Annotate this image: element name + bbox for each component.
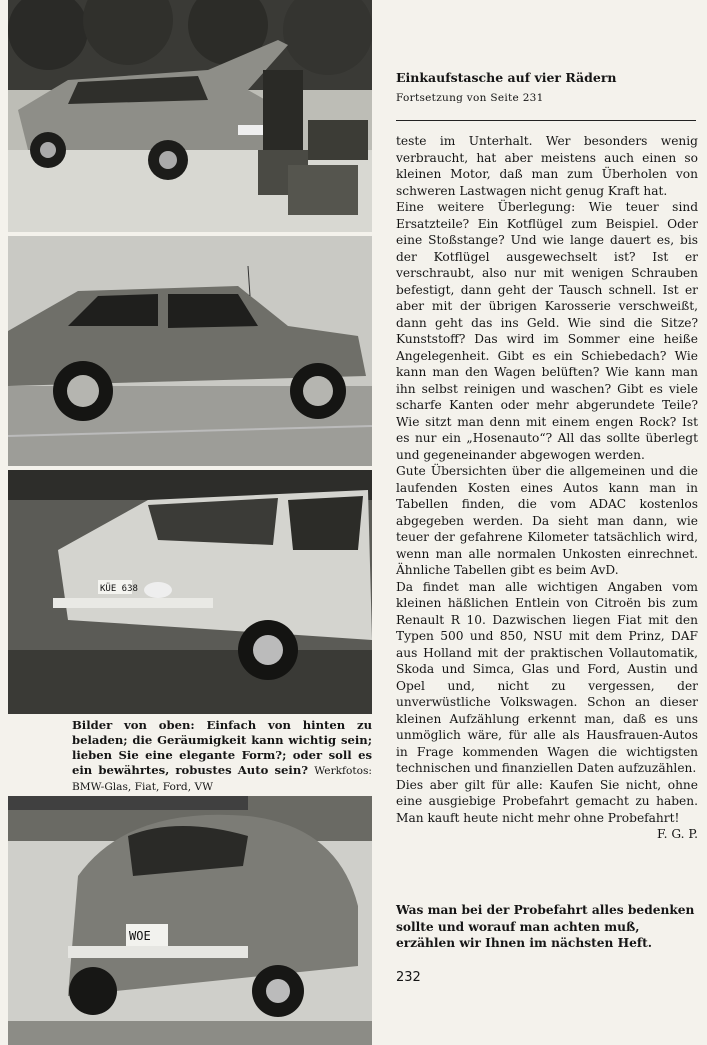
photo-ford-sedan-rear [8, 470, 372, 714]
photo-credit: Werkfotos: BMW-Glas, Fiat, Ford, VW [72, 765, 372, 793]
paragraph: Eine weitere Überlegung: Wie teuer sind Ersatzteile? Ein Kotflügel zum Beispiel. Oder eine Stoßstange? Und wie lange dauert es, bis der Kotflügel ausgewechselt ist? Ist er verschraubt, also nur mit wenigen Schrauben befestigt, dann geht der Tausch schnell. Ist er aber mit der übrigen Karosserie verschweißt, dann geht das ins Geld. Wie sind die Sitze? Kunststoff? Das wird im Sommer eine heiße Angelegenheit. Gibt es ein Schiebedach? Wie kann man den Wagen belüften? Wie kann man ihn selbst reinigen und waschen? Gibt es viele scharfe Kanten oder mehr abgerundete Teile? Wie sitzt man denn mit einem engen Rock? Ist es nur ein „Hosenauto“? All das sollte überlegt und gegeneinander abgewogen werden. [396, 200, 698, 462]
paragraph: Gute Übersichten über die allgemeinen und die laufenden Kosten eines Autos kann man in Tabellen finden, die vom ADAC kostenlos abgegeben werden. Da sieht man dann, wie teuer der gefahrene Kilometer tatsächlich wird, wenn man alle normalen Unkosten einrechnet. Ähnliche Tabellen gibt es beim AvD. [396, 464, 698, 577]
next-issue-teaser: Was man bei der Probefahrt alles bedenken sollte und worauf man achten muß, erzählen wir Ihnen im nächsten Heft. [396, 903, 695, 950]
author-signature: F. G. P. [657, 827, 698, 841]
paragraph: Dies aber gilt für alle: Kaufen Sie nicht, ohne eine ausgiebige Probefahrt gemacht zu haben. Man kauft heute nicht mehr ohne Probefahrt! [396, 777, 698, 825]
photo-vw-beetle [8, 796, 372, 1045]
paragraph: teste im Unterhalt. Wer besonders wenig verbraucht, hat aber meistens auch einen so kleinen Motor, daß man zum Überholen von schweren Lastwagen nicht genug Kraft hat. [396, 134, 698, 198]
paragraph: Da findet man alle wichtigen Angaben vom kleinen häßlichen Entlein von Citroën bis zum Renault R 10. Dazwischen liegen Fiat mit den Typen 500 und 850, NSU mit dem Prinz, DAF aus Holland mit der praktischen Vollautomatik, Skoda und Simca, Glas und Ford, Austin und Opel und, nicht zu vergessen, der unverwüstliche Volkswagen. Schon an dieser kleinen Aufzählung erkennt man, daß es uns unmöglich wäre, für alle als Hausfrauen-Autos in Frage kommenden Wagen die wichtigsten technischen und finanziellen Daten aufzuzählen. [396, 579, 698, 775]
photo-caption [72, 718, 372, 795]
photo-fastback-sedan [8, 236, 372, 466]
article-title: Einkaufstasche auf vier Rädern [396, 70, 617, 85]
header-divider [396, 120, 696, 121]
page-number: 232 [396, 970, 421, 985]
svg-text:KÜE 638: KÜE 638 [100, 584, 138, 594]
continuation-note: Fortsetzung von Seite 231 [396, 92, 544, 104]
svg-text:WOE: WOE [129, 929, 151, 943]
caption-text: Bilder von oben: Einfach von hinten zu beladen; die Geräumigkeit kann wichtig sein; lieben Sie eine elegante Form?; oder soll es ein bewährtes, robustes Auto sein? [72, 718, 372, 777]
photo-loading-wagon [8, 0, 372, 232]
article-body [396, 133, 698, 843]
